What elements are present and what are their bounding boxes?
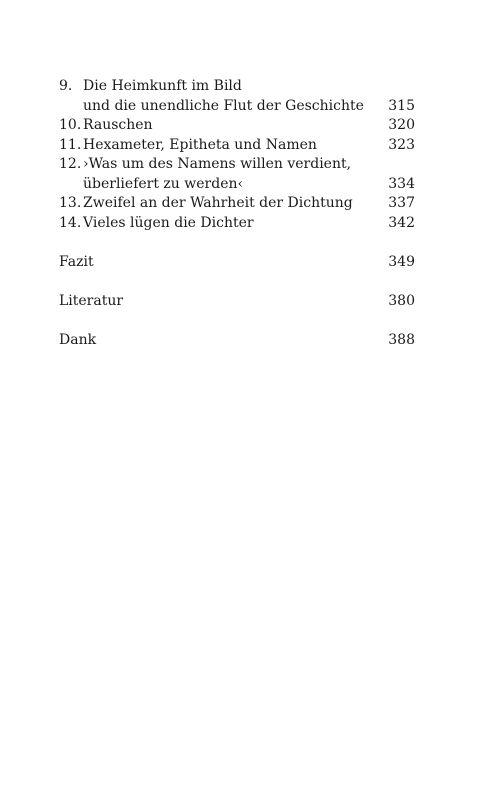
chapter-number: 11. — [59, 136, 82, 153]
toc-entry-dank — [59, 331, 415, 351]
page-number — [389, 77, 415, 97]
page-number: 380 — [388, 292, 415, 309]
toc-entry-chapter-12 — [59, 155, 415, 194]
section-title: Literatur — [59, 292, 124, 309]
toc-entry-chapter-9 — [59, 77, 415, 116]
page-number: 320 — [388, 117, 415, 133]
page-number: 388 — [388, 331, 415, 348]
toc-entry-chapter-10 — [59, 116, 415, 136]
section-title: Dank — [59, 331, 97, 348]
page-number: 315 — [388, 97, 415, 114]
page-number: 337 — [388, 195, 415, 211]
chapter-title: und die unendliche Flut der Geschichte — [83, 97, 364, 114]
chapter-number: 13. — [59, 195, 82, 211]
chapter-title: überliefert zu werden‹ — [83, 175, 244, 192]
chapter-number: 9. — [59, 78, 73, 94]
chapter-title: ›Was um des Namens willen verdient, — [83, 156, 352, 172]
section-title: Fazit — [59, 253, 94, 270]
page-number: 349 — [388, 253, 415, 270]
toc-entry-literatur — [59, 292, 415, 312]
page-number — [389, 155, 415, 175]
toc-entry-chapter-14 — [59, 214, 415, 234]
chapter-number: 12. — [59, 156, 82, 172]
toc-entry-chapter-11 — [59, 136, 415, 156]
chapter-number: 14. — [59, 214, 82, 231]
page-number: 334 — [388, 175, 415, 192]
toc-entry-chapter-13 — [59, 194, 415, 214]
chapter-number: 10. — [59, 117, 82, 133]
table-of-contents — [59, 77, 415, 350]
toc-entry-fazit — [59, 253, 415, 273]
page-number: 323 — [388, 136, 415, 153]
chapter-title: Hexameter, Epitheta und Namen — [83, 136, 317, 153]
chapter-title: Vieles lügen die Dichter — [83, 214, 254, 231]
page-number: 342 — [388, 214, 415, 231]
chapter-title: Zweifel an der Wahrheit der Dichtung — [83, 195, 353, 211]
chapter-title: Rauschen — [83, 117, 153, 133]
chapter-title: Die Heimkunft im Bild — [83, 78, 242, 94]
